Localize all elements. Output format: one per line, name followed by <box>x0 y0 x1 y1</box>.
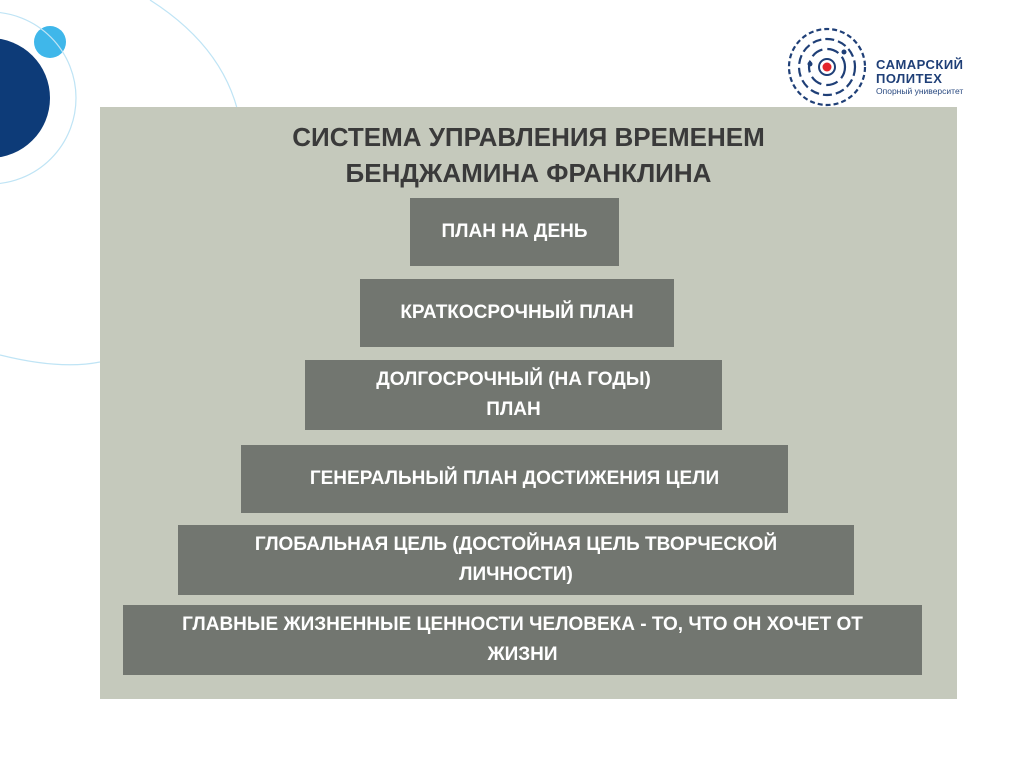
pyramid-level-global-goal: ГЛОБАЛЬНАЯ ЦЕЛЬ (ДОСТОЙНАЯ ЦЕЛЬ ТВОРЧЕСКОЙ ЛИЧНОСТИ) <box>178 525 854 595</box>
logo-text <box>876 58 964 96</box>
pyramid-level-day-plan: ПЛАН НА ДЕНЬ <box>410 198 619 266</box>
logo-emblem-icon <box>780 22 880 112</box>
pyramid-level-general-plan: ГЕНЕРАЛЬНЫЙ ПЛАН ДОСТИЖЕНИЯ ЦЕЛИ <box>241 445 788 513</box>
logo-name-line2: ПОЛИТЕХ <box>876 71 943 86</box>
diagram-title-line2: БЕНДЖАМИНА ФРАНКЛИНА <box>345 158 712 188</box>
pyramid-level-life-values: ГЛАВНЫЕ ЖИЗНЕННЫЕ ЦЕННОСТИ ЧЕЛОВЕКА - ТО, ЧТО ОН ХОЧЕТ ОТ ЖИЗНИ <box>123 605 922 675</box>
pyramid-level-short-term-plan: КРАТКОСРОЧНЫЙ ПЛАН <box>360 279 674 347</box>
pyramid-level-long-term-plan: ДОЛГОСРОЧНЫЙ (НА ГОДЫ) ПЛАН <box>305 360 722 430</box>
diagram-panel <box>100 107 957 699</box>
diagram-title-line1: СИСТЕМА УПРАВЛЕНИЯ ВРЕМЕНЕМ <box>292 122 765 152</box>
logo-subtitle: Опорный университет <box>876 86 964 96</box>
logo-name-line1: САМАРСКИЙ <box>876 57 964 72</box>
diagram-title <box>100 119 957 191</box>
